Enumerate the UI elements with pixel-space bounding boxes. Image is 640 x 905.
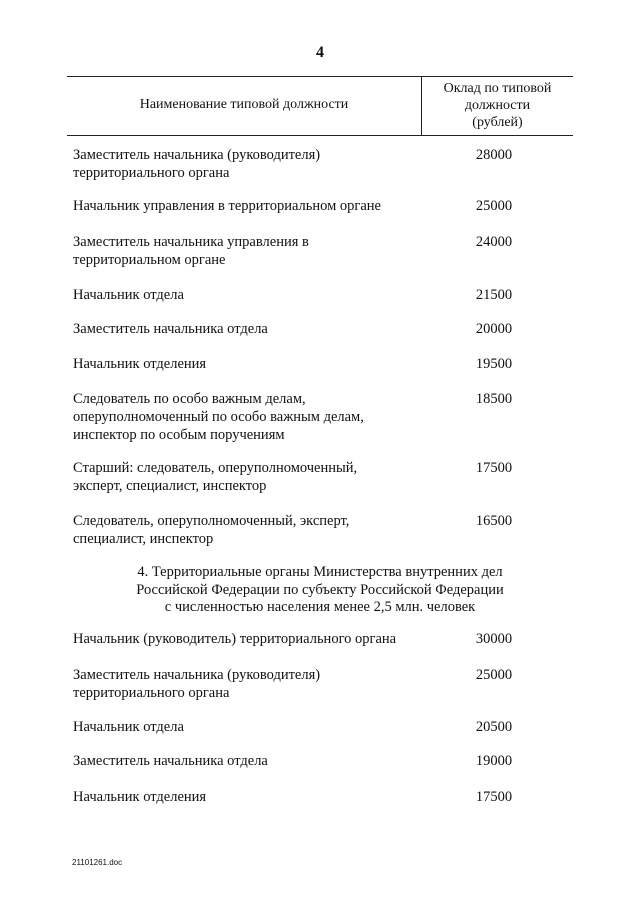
salary-value: 24000 <box>475 234 513 250</box>
salary-value: 21500 <box>475 287 513 303</box>
salary-value: 30000 <box>475 631 513 647</box>
salary-value: 28000 <box>475 147 513 163</box>
position-name: Следователь, оперуполномоченный, эксперт, специалист, инспектор <box>73 513 350 547</box>
position-name: Начальник отделения <box>73 789 207 805</box>
salary-value: 17500 <box>475 789 513 805</box>
salary-value: 18500 <box>475 391 513 407</box>
position-name: Начальник (руководитель) территориального органа <box>73 631 397 647</box>
salary-value: 17500 <box>475 460 513 476</box>
position-name: Заместитель начальника (руководителя) территориального органа <box>73 147 321 181</box>
salary-value: 16500 <box>475 513 513 529</box>
salary-table <box>67 76 573 805</box>
salary-value: 19500 <box>475 356 513 372</box>
salary-value: 20500 <box>475 719 513 735</box>
salary-value: 19000 <box>475 753 513 769</box>
salary-value: 25000 <box>475 667 513 683</box>
position-name: Следователь по особо важным делам, оперуполномоченный по особо важным делам, инспектор по особым поручениям <box>73 391 364 443</box>
position-name: Начальник отдела <box>73 719 184 735</box>
table-header <box>67 76 573 136</box>
position-name: Начальник управления в территориальном органе <box>73 198 381 214</box>
position-name: Заместитель начальника отдела <box>73 321 268 337</box>
salary-value: 20000 <box>475 321 513 337</box>
page-number: 4 <box>316 44 324 61</box>
salary-value: 25000 <box>475 198 513 214</box>
header-position-name: Наименование типовой должности <box>139 97 349 112</box>
position-name: Старший: следователь, оперуполномоченный, эксперт, специалист, инспектор <box>73 460 358 494</box>
position-name: Начальник отдела <box>73 287 184 303</box>
section-title: 4. Территориальные органы Министерства внутренних дел Российской Федерации по субъекту Российской Федерации с численностью населения менее 2,5 млн. человек <box>136 564 504 615</box>
position-name: Заместитель начальника (руководителя) территориального органа <box>73 667 321 701</box>
footer-file-name: 21101261.doc <box>72 858 123 867</box>
position-name: Заместитель начальника управления в территориальном органе <box>73 234 309 268</box>
position-name: Заместитель начальника отдела <box>73 753 268 769</box>
header-salary: Оклад по типовой должности (рублей) <box>443 81 552 130</box>
position-name: Начальник отделения <box>73 356 207 372</box>
